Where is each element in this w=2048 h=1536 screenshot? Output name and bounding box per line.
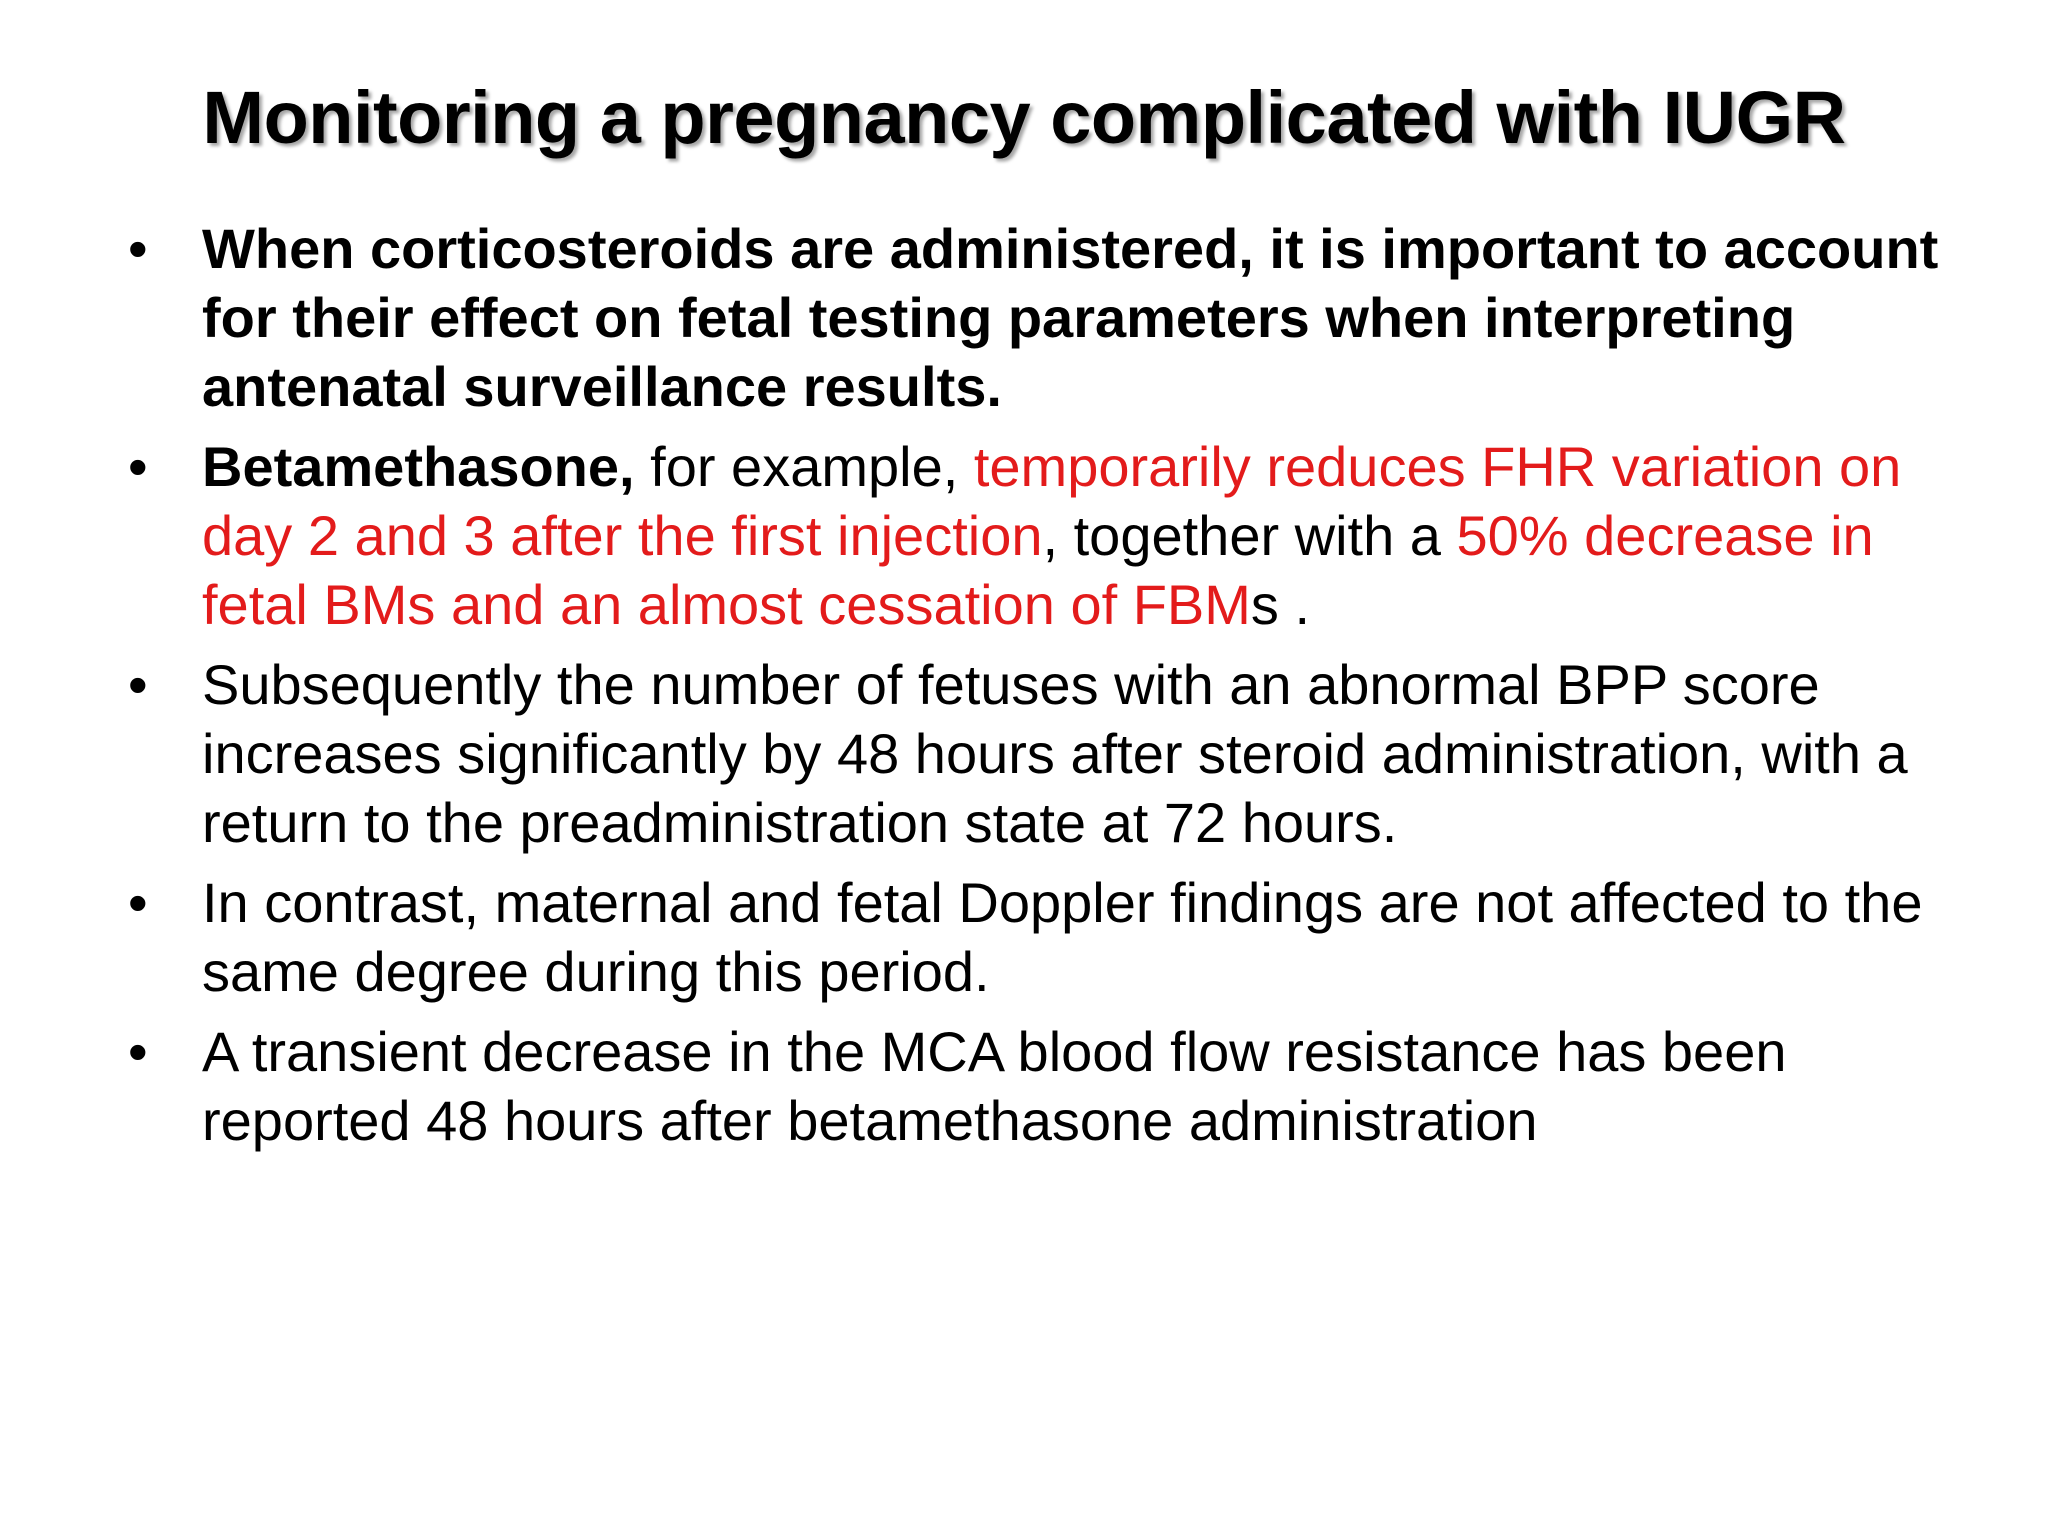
bullet-text-segment: In contrast, maternal and fetal Doppler findings are not affected to the same degree during this period.	[202, 871, 1923, 1003]
highlighted-text-segment: temporarily reduces FHR variation on day 2 and 3 after the first injection	[202, 435, 1902, 567]
bullet-dot-icon: •	[128, 217, 148, 280]
bullet-text-segment: Betamethasone,	[202, 435, 635, 498]
bullet-text-segment: Subsequently the number of fetuses with an abnormal BPP score increases significantly by 48 hours after steroid administration, with a return to the preadministration state at 72 hours.	[202, 653, 1924, 854]
bullet-item	[122, 432, 1952, 639]
bullet-dot-icon: •	[128, 1020, 148, 1083]
highlighted-text-segment: 50% decrease in fetal BMs and an almost cessation of FBM	[202, 504, 1874, 636]
bullet-dot-icon: •	[128, 653, 148, 716]
bullet-text-segment: , together with a	[1042, 504, 1457, 567]
bullet-dot-icon: •	[128, 435, 148, 498]
bullet-item	[122, 1017, 1952, 1155]
bullet-list	[122, 214, 1952, 1166]
bullet-text-segment: s .	[1250, 573, 1311, 636]
slide-title: Monitoring a pregnancy complicated with IUGR	[202, 76, 1846, 159]
bullet-item	[122, 214, 1952, 421]
bullet-item	[122, 868, 1952, 1006]
bullet-text-segment: A transient decrease in the MCA blood flow resistance has been reported 48 hours after betamethasone administration	[202, 1020, 1787, 1152]
bullet-text-segment: for example,	[634, 435, 974, 498]
bullet-text-segment: When corticosteroids are administered, it is important to account for their effect on fetal testing parameters when interpreting antenatal surveillance results.	[202, 217, 1939, 418]
bullet-dot-icon: •	[128, 871, 148, 934]
bullet-item	[122, 650, 1952, 857]
